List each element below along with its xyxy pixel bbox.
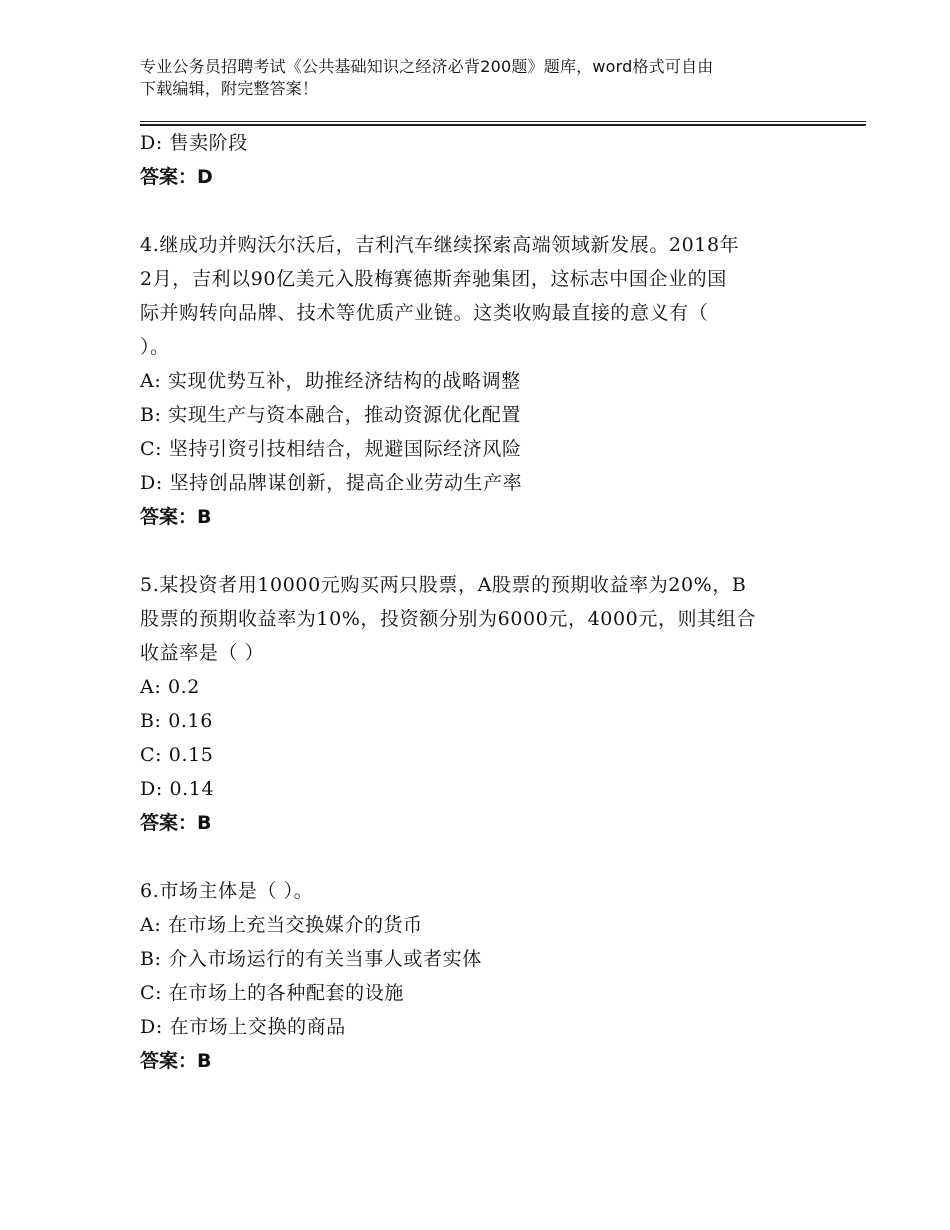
question-6-option-c: C: 在市场上的各种配套的设施 [140,982,404,1004]
question-4-text-line: 4.继成功并购沃尔沃后，吉利汽车继续探索高端领域新发展。2018年 [140,234,740,256]
question-5 [140,568,820,840]
spacer [140,194,820,228]
header-line-1: 专业公务员招聘考试《公共基础知识之经济必背200题》题库，word格式可自由 [140,57,714,76]
spacer [140,534,820,568]
question-4-option-a: A: 实现优势互补，助推经济结构的战略调整 [140,370,521,392]
question-4-option-d: D: 坚持创品牌谋创新，提高企业劳动生产率 [140,472,523,494]
question-5-option-c: C: 0.15 [140,744,214,766]
question-4-option-c: C: 坚持引资引技相结合，规避国际经济风险 [140,438,522,460]
header-line-2: 下载编辑，附完整答案！ [140,79,319,98]
question-5-text-line: 股票的预期收益率为10%，投资额分别为6000元，4000元，则其组合 [140,608,756,630]
question-6-option-d: D: 在市场上交换的商品 [140,1016,346,1038]
question-5-option-a: A: 0.2 [140,676,200,698]
question-6 [140,874,820,1078]
question-4-answer: 答案：B [140,506,212,528]
prev-question-option-d: D: 售卖阶段 [140,132,248,154]
question-4-text-line: ）。 [140,336,170,358]
question-6-option-a: A: 在市场上充当交换媒介的货币 [140,914,423,936]
question-4-option-b: B: 实现生产与资本融合，推动资源优化配置 [140,404,522,426]
question-5-option-d: D: 0.14 [140,778,215,800]
prev-question-answer: 答案：D [140,166,213,188]
question-4-text-line: 际并购转向品牌、技术等优质产业链。这类收购最直接的意义有（ [140,302,709,324]
question-5-answer: 答案：B [140,812,212,834]
question-5-text-line: 收益率是（ ） [140,642,265,664]
question-6-answer: 答案：B [140,1050,212,1072]
page-header [140,56,820,100]
question-5-text-line: 5.某投资者用10000元购买两只股票，A股票的预期收益率为20%，B [140,574,747,596]
header-divider-thin [140,121,866,122]
document-body [140,126,820,1078]
question-6-text-line: 6.市场主体是（ ）。 [140,880,314,902]
question-6-option-b: B: 介入市场运行的有关当事人或者实体 [140,948,482,970]
question-4-text-line: 2月，吉利以90亿美元入股梅赛德斯奔驰集团，这标志中国企业的国 [140,268,727,290]
question-5-option-b: B: 0.16 [140,710,213,732]
spacer [140,840,820,874]
question-4 [140,228,820,534]
